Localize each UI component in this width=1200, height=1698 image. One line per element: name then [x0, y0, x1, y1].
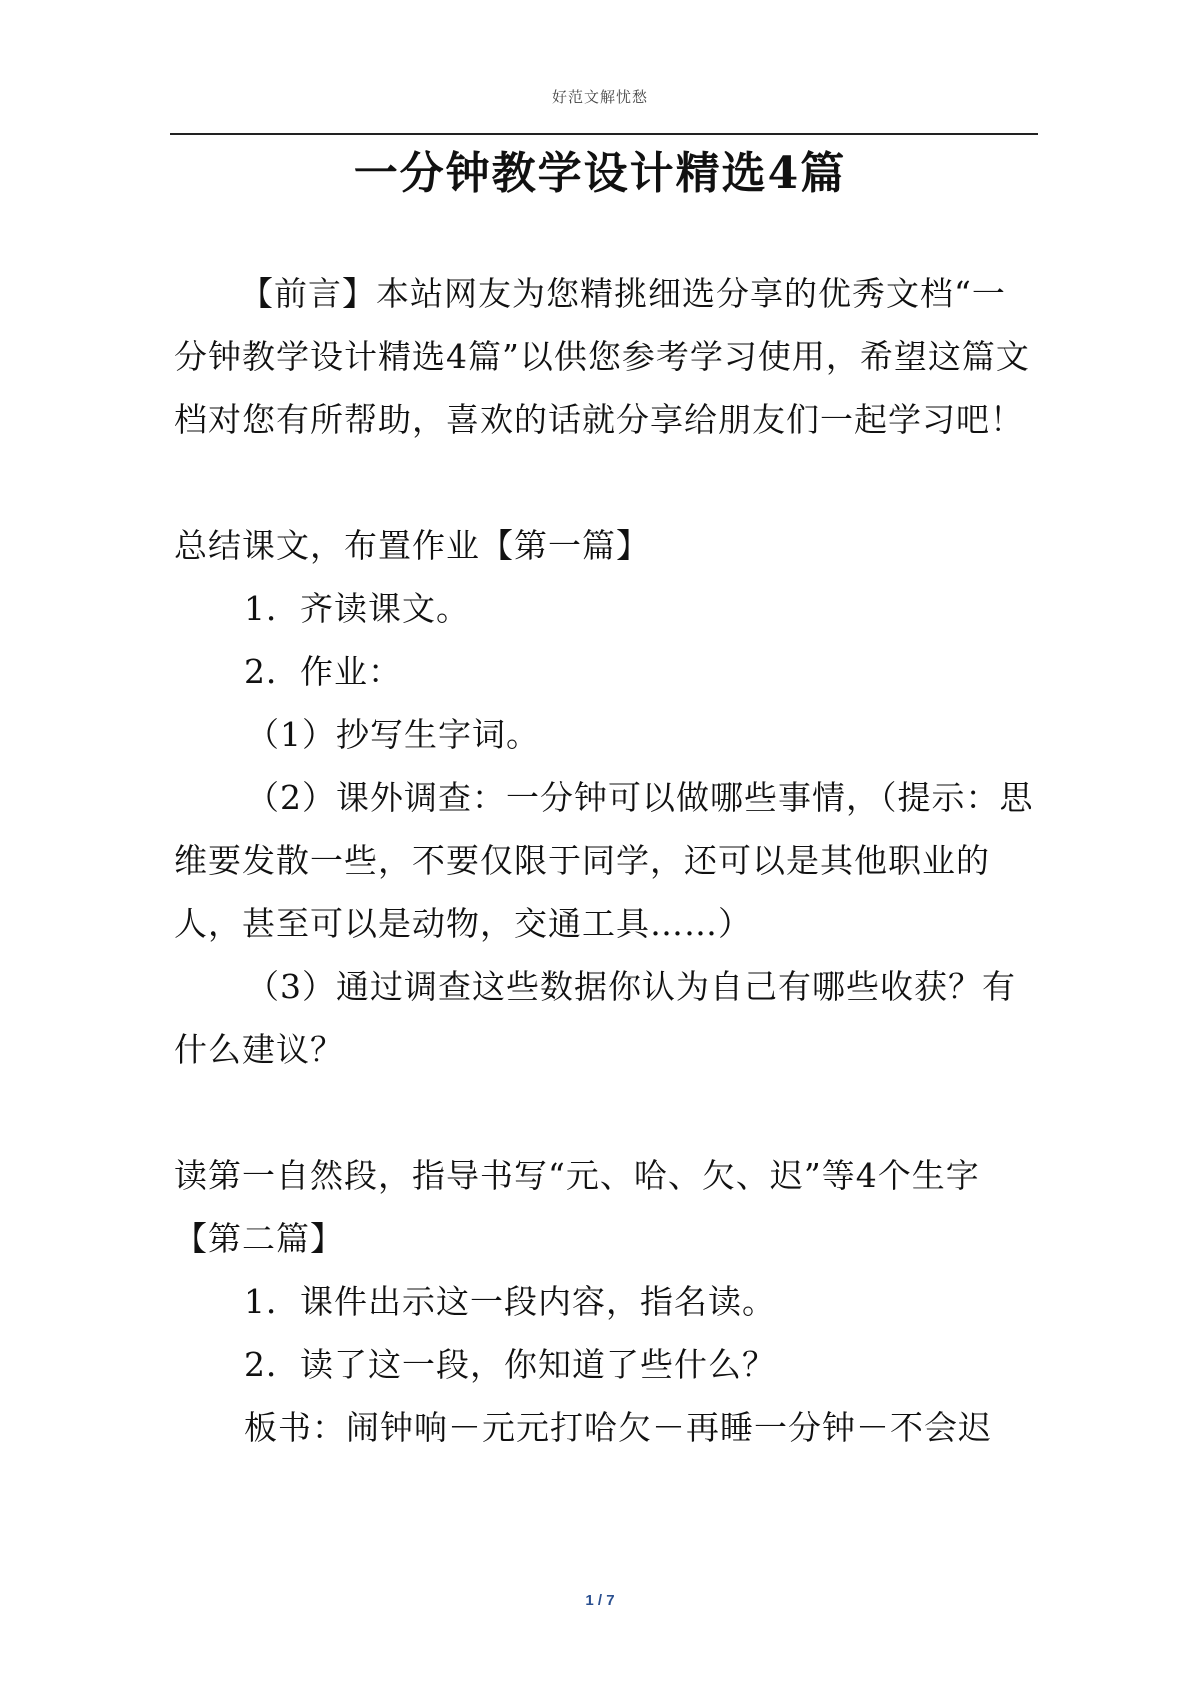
intro-paragraph: 【前言】本站网友为您精挑细选分享的优秀文档“一分钟教学设计精选4篇”以供您参考学习使用，希望这篇文档对您有所帮助，喜欢的话就分享给朋友们一起学习吧！	[174, 274, 1030, 439]
section-2-heading: 读第一自然段，指导书写“元、哈、欠、迟”等4个生字【第二篇】	[174, 1156, 980, 1258]
section-1-item-1: 1．齐读课文。	[244, 589, 470, 628]
document-body	[174, 262, 1038, 1459]
section-1-sub-3: （3）通过调查这些数据你认为自己有哪些收获？有什么建议？	[174, 967, 1016, 1069]
paragraph-spacer	[174, 451, 1038, 514]
section-2-board-note: 板书：闹钟响－元元打哈欠－再睡一分钟－不会迟	[244, 1408, 992, 1447]
section-1-heading: 总结课文，布置作业【第一篇】	[174, 526, 650, 565]
document-title: 一分钟教学设计精选4篇	[353, 148, 847, 199]
paragraph-spacer	[174, 1081, 1038, 1144]
section-2-item-1: 1．课件出示这一段内容，指名读。	[244, 1282, 776, 1321]
section-2-item-2: 2．读了这一段，你知道了些什么？	[244, 1345, 776, 1384]
section-1-item-2: 2．作业：	[244, 652, 402, 691]
page-header: 好范文解忧愁	[551, 88, 648, 106]
section-1-sub-1: （1）抄写生字词。	[246, 715, 540, 754]
section-1-sub-2: （2）课外调查：一分钟可以做哪些事情，（提示：思维要发散一些，不要仅限于同学，还可以是其他职业的人，甚至可以是动物，交通工具……）	[174, 778, 1034, 943]
page-number: 1 / 7	[585, 1592, 615, 1609]
header-divider	[170, 133, 1038, 135]
